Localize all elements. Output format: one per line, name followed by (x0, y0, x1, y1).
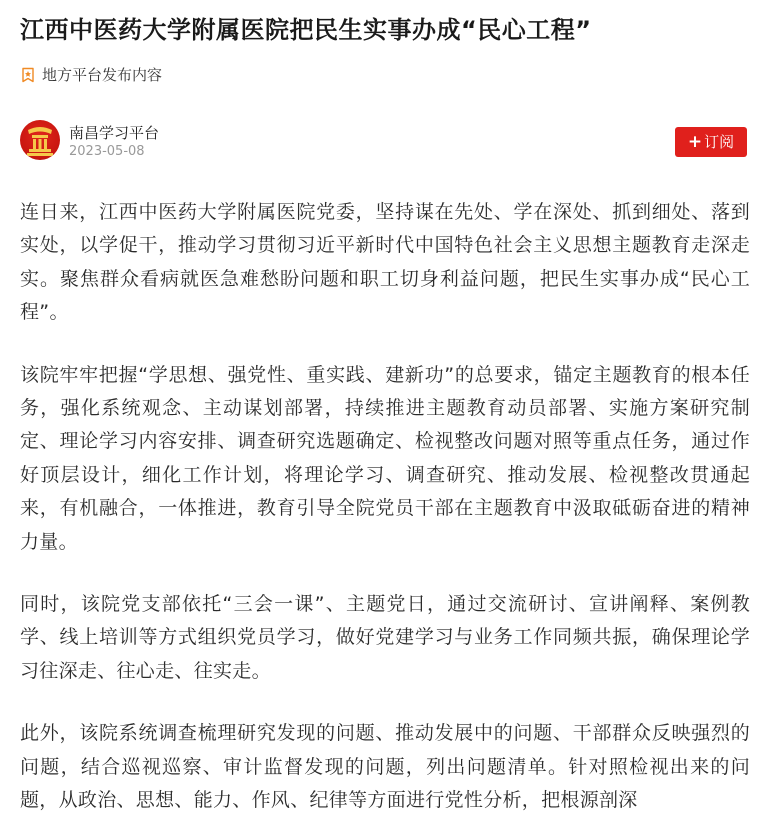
source-tag (20, 64, 162, 86)
article-title: 江西中医药大学附属医院把民生实事办成“民心工程” (20, 16, 592, 44)
subscribe-button[interactable] (675, 127, 747, 157)
bookmark-star-icon (20, 67, 36, 83)
article-paragraph: 连日来，江西中医药大学附属医院党委，坚持谋在先处、学在深处、抓到细处、落到实处，以学促干，推动学习贯彻习近平新时代中国特色社会主义思想主题教育走深走实。聚焦群众看病就医急难愁盼问题和职工切身利益问题，把民生实事办成“民心工程”。 (20, 201, 750, 324)
author-bar (20, 120, 747, 164)
article-paragraph: 同时，该院党支部依托“三会一课”、主题党日，通过交流研讨、宣讲阐释、案例教学、线上培训等方式组织党员学习，做好党建学习与业务工作同频共振，确保理论学习往深走、往心走、往实走。 (20, 593, 750, 682)
source-tag-label: 地方平台发布内容 (42, 66, 163, 84)
subscribe-label: 订阅 (704, 133, 735, 151)
article-body (20, 196, 750, 819)
author-name[interactable]: 南昌学习平台 (69, 124, 160, 142)
author-avatar[interactable] (20, 120, 60, 160)
article-paragraph: 此外，该院系统调查梳理研究发现的问题、推动发展中的问题、干部群众反映强烈的问题，结合巡视巡察、审计监督发现的问题，列出问题清单。针对照检视出来的问题，从政治、思想、能力、作风、纪律等方面进行党性分析，把根源剖深 (20, 722, 750, 812)
article-paragraph: 该院牢牢把握“学思想、强党性、重实践、建新功”的总要求，锚定主题教育的根本任务，强化系统观念、主动谋划部署，持续推进主题教育动员部署、实施方案研究制定、理论学习内容安排、调查研究选题确定、检视整改问题对照等重点任务，通过作好顶层设计，细化工作计划，将理论学习、调查研究、推动发展、检视整改贯通起来，有机融合，一体推进，教育引导全院党员干部在主题教育中汲取砥砺奋进的精神力量。 (20, 363, 750, 553)
plus-icon: + (687, 132, 703, 152)
party-emblem-icon (20, 120, 60, 160)
publish-date: 2023-05-08 (69, 144, 145, 159)
